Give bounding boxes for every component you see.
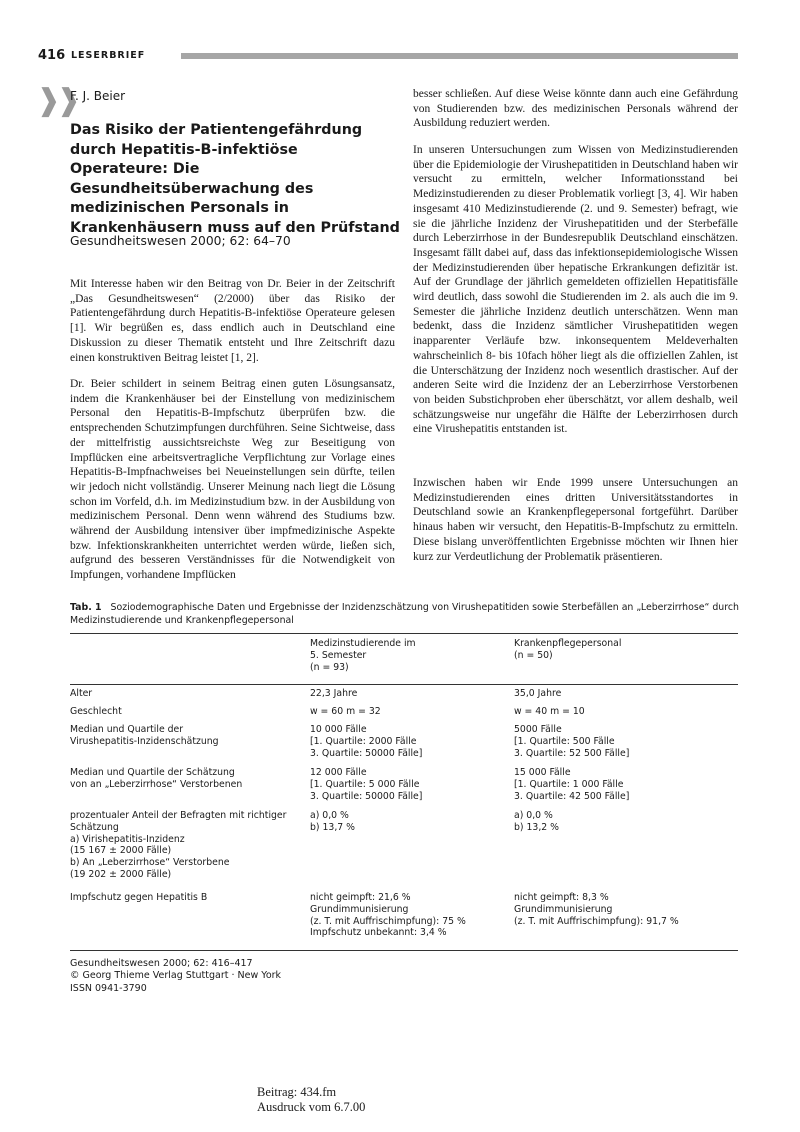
- table-caption-text: Soziodemographische Daten und Ergebnisse der Inzidenzschätzung von Virushepatitiden sowie Sterbefällen an „Leberzirrhose“ durch Medizinstudierende und Krankenpflegepersonal: [70, 602, 739, 626]
- print-date: Ausdruck vom 6.7.00: [257, 1100, 366, 1114]
- body-paragraph: Mit Interesse haben wir den Beitrag von Dr. Beier in der Zeitschrift „Das Gesundheitswesen“ (2/2000) über das Risiko der Patientengefährdung durch Hepatitis-B-infektiöse Operateure gelesen [1]. Wir begrüßen es, dass endlich auch in Deutschland eine Diskussion zu dieser Thematik entsteht und Ihre Zeitschrift dazu einen konstruktiven Beitrag leistet [1, 2].: [70, 278, 395, 364]
- table-cell: a) 0,0 % b) 13,2 %: [514, 810, 559, 833]
- article-citation: Gesundheitswesen 2000; 62: 64–70: [70, 234, 291, 248]
- table-header-cell: Medizinstudierende im 5. Semester (n = 93): [310, 638, 416, 673]
- table-cell: 12 000 Fälle [1. Quartile: 5 000 Fälle 3. Quartile: 50000 Fälle]: [310, 767, 423, 802]
- table-cell: a) 0,0 % b) 13,7 %: [310, 810, 355, 833]
- table-row-label: Median und Quartile der Virushepatitis-Inzidenschätzung: [70, 724, 219, 747]
- journal-footer: [70, 958, 281, 995]
- table-top-rule: [70, 633, 738, 634]
- header-rule: [181, 53, 738, 59]
- body-paragraph: besser schließen. Auf diese Weise könnte dann auch eine Gefährdung von Studierenden bzw. des medizinischen Personals während der Ausbildung reduziert werden.: [413, 88, 738, 130]
- table-cell: w = 40 m = 10: [514, 706, 585, 717]
- double-chevron-icon: ❱❱: [36, 83, 77, 118]
- table-header-rule: [70, 684, 738, 685]
- table-cell: nicht geimpft: 8,3 % Grundimmunisierung (z. T. mit Auffrischimpfung): 91,7 %: [514, 892, 679, 927]
- table-label: Tab. 1: [70, 602, 102, 613]
- table-cell: 5000 Fälle [1. Quartile: 500 Fälle 3. Quartile: 52 500 Fälle]: [514, 724, 630, 759]
- page-header: [38, 48, 738, 64]
- body-paragraph: In unseren Untersuchungen zum Wissen von Medizinstudierenden über die Epidemiologie der Virushepatitiden in Deutschland haben wir versucht zu ermitteln, welcher Informationsstand bei Medizinstudierenden zu dieser Problematik vorliegt [3, 4]. Wir haben insgesamt 410 Medizinstudierende (2. und 9. Semester) befragt, wie sie die jährliche Inzidenz der Virushepatitiden und der Sterbefälle durch Leberzirrhose in der Bundesrepublik Deutschland einschätzen. Insgesamt fällt dabei auf, dass das infektionsepidemiologische Wissen der Medizinstudierenden über hepatische Erkrankungen defizitär ist. Auf der Grundlage der jährlich gemeldeten offiziellen Hepatitisfälle wird deutlich, dass sowohl die Studierenden im 2. als auch die im 9. Semester die jährliche Inzidenz deutlich unterschätzen. Wenn man bedenkt, dass die Inzidenz sämtlicher Virushepatitiden wegen inapparenter Verläufe bzw. inkonsequentem Meldeverhalten wahrscheinlich 8- bis 10fach höher liegt als die offiziellen Zahlen, ist die Unterschätzung der Inzidenz noch wesentlich drastischer. Auf der anderen Seite wird die Inzidenz der an Leberzirrhose Verstorbenen von beiden Substichproben eher überschätzt, vor allem deshalb, weil schätzungsweise nur ungefähr die Hälfte der Leberzirrhosen durch eine Virushepatitis entstanden ist.: [413, 144, 738, 436]
- table-header-cell: Krankenpflegepersonal (n = 50): [514, 638, 622, 661]
- journal-reference: Gesundheitswesen 2000; 62: 416–417: [70, 958, 253, 969]
- table-cell: 15 000 Fälle [1. Quartile: 1 000 Fälle 3. Quartile: 42 500 Fälle]: [514, 767, 630, 802]
- table-row-label: Median und Quartile der Schätzung von an „Leberzirrhose“ Verstorbenen: [70, 767, 243, 790]
- article-title: Das Risiko der Patientengefährdung durch Hepatitis-B-infektiöse Operateure: Die Gesundheitsüberwachung des medizinischen Personals in Krankenhäusern muss auf den Prüfstand: [70, 122, 400, 236]
- table-cell: 35,0 Jahre: [514, 688, 562, 699]
- print-info: [257, 1085, 365, 1115]
- body-paragraph: Inzwischen haben wir Ende 1999 unsere Untersuchungen an Medizinstudierenden eines dritten Universitätsstandortes in Deutschland sowie an Krankenpflegepersonal fortgeführt. Darüber hinaus haben wir versucht, den Hepatitis-B-Impfschutz zu ermitteln. Diese bislang unveröffentlichten Ergebnisse möchten wir Ihnen hier kurz zur Verdeutlichung der Problematik präsentieren.: [413, 477, 738, 563]
- publisher: © Georg Thieme Verlag Stuttgart · New York: [70, 970, 282, 982]
- section-label: LESERBRIEF: [71, 50, 146, 61]
- table-row-label: Impfschutz gegen Hepatitis B: [70, 892, 208, 903]
- table-cell: 22,3 Jahre: [310, 688, 358, 699]
- print-file: Beitrag: 434.fm: [257, 1085, 337, 1099]
- table-bottom-rule: [70, 950, 738, 951]
- issn: ISSN 0941-3790: [70, 982, 147, 994]
- table-row-label: prozentualer Anteil der Befragten mit richtiger Schätzung a) Virishepatitis-Inzidenz (15 167 ± 2000 Fälle) b) An „Leberzirrhose“ Verstorbene (19 202 ± 2000 Fälle): [70, 810, 287, 880]
- table-cell: 10 000 Fälle [1. Quartile: 2000 Fälle 3. Quartile: 50000 Fälle]: [310, 724, 423, 759]
- table-row-label: Geschlecht: [70, 706, 122, 717]
- table-row-label: Alter: [70, 688, 93, 699]
- table-caption: [70, 602, 740, 627]
- author-name: F. J. Beier: [70, 89, 126, 103]
- page-number: 416: [38, 48, 66, 63]
- table-cell: w = 60 m = 32: [310, 706, 381, 717]
- table-cell: nicht geimpft: 21,6 % Grundimmunisierung (z. T. mit Auffrischimpfung): 75 % Impfschutz unbekannt: 3,4 %: [310, 892, 466, 939]
- body-paragraph: Dr. Beier schildert in seinem Beitrag einen guten Lösungsansatz, indem die Krankenhäuser bei der Einstellung von medizinischem Personal den Hepatitis-B-Impfschutz überprüfen bzw. die entsprechenden Schutzimpfungen durchführen. Seine Sichtweise, dass der mittelfristig aussichtsreichste Weg zur Beseitigung von Impflücken eine arbeitsvertragliche Verpflichtung zur Vorlage eines Hepatitis-B-Impfnachweises bei Neueinstellungen sein dürfte, teilen wir jedoch nicht vollständig. Unserer Meinung nach liegt die Lösung schon im Vorfeld, d.h. im Medizinstudium bzw. in der Ausbildung von medizinischem Personal. Denn wenn während des Studiums bzw. während der Ausbildung intensiver über impfmedizinische Aspekte bzw. Infektionskrankheiten unterrichtet werden würde, ließen sich, aufgrund des besseren Verständnisses für die Notwendigkeit von Impfungen, vorhandene Impflücken: [70, 378, 395, 582]
